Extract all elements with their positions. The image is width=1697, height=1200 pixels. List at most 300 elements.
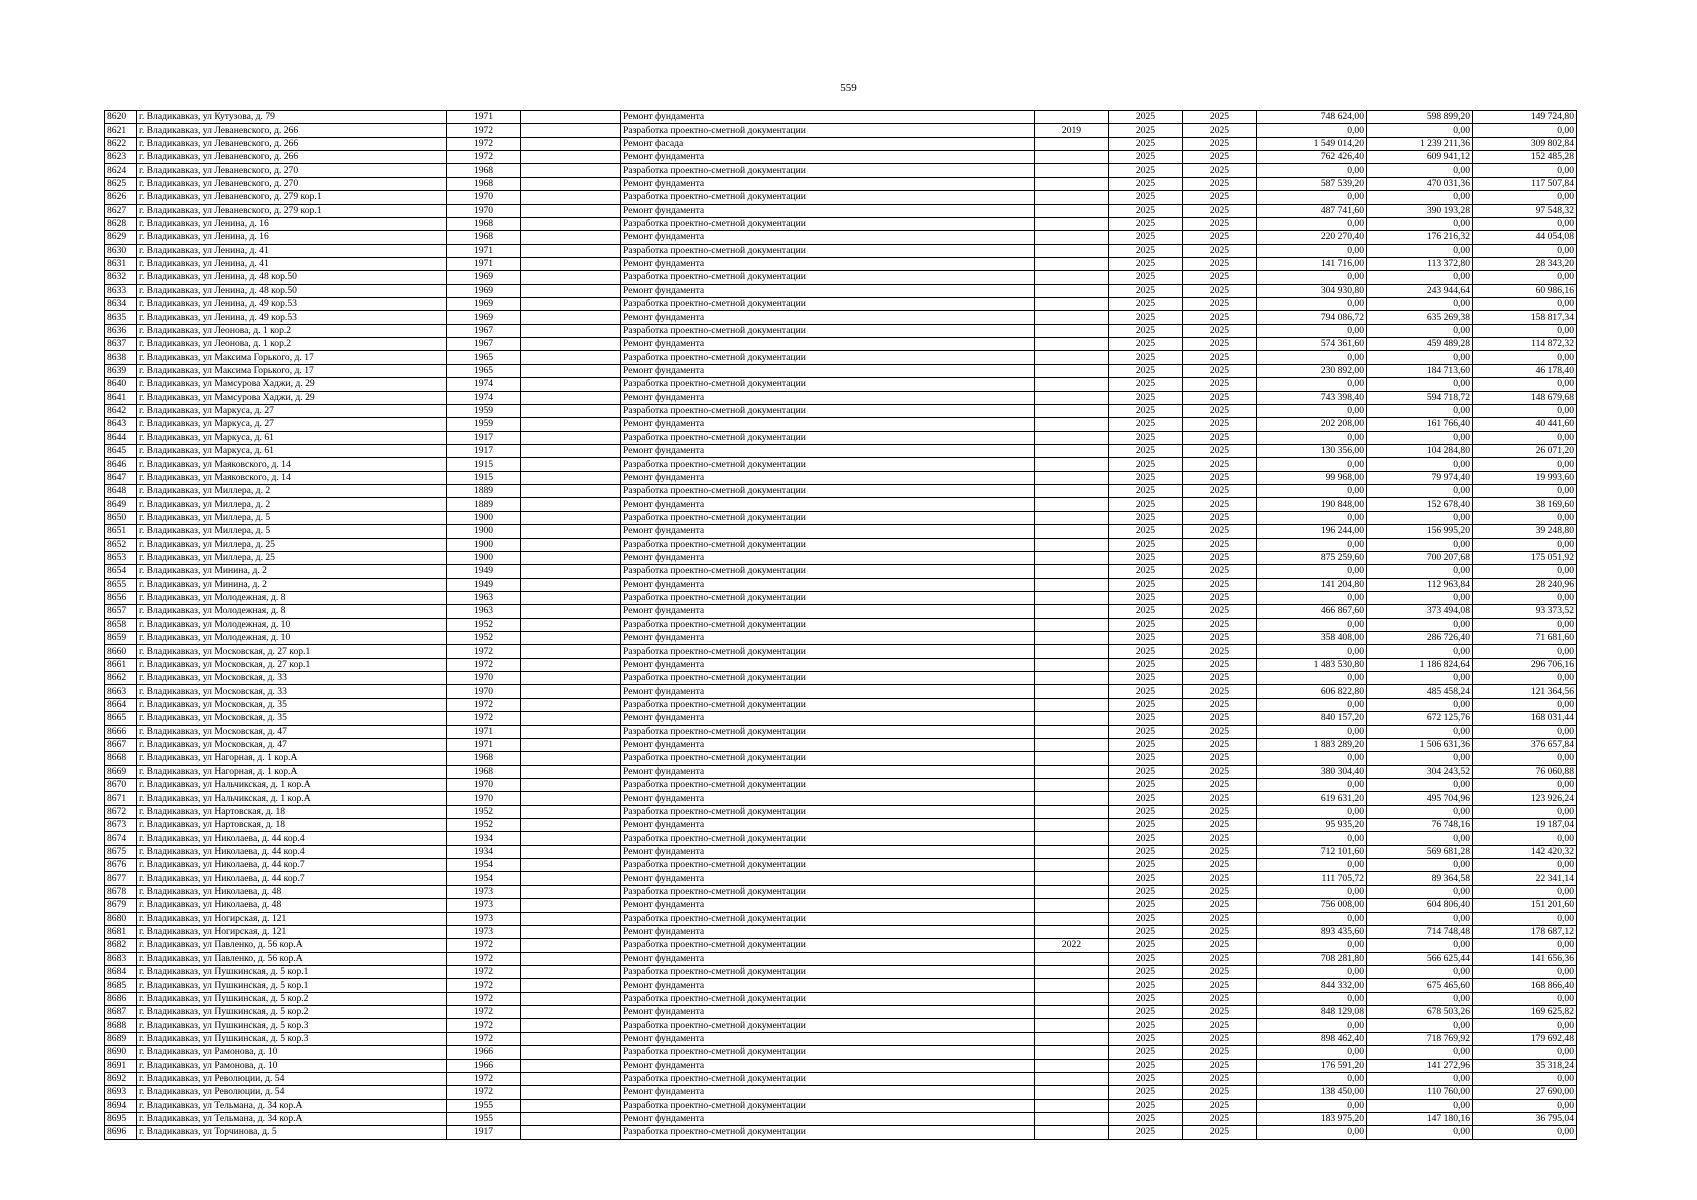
row-number: 8682 (105, 939, 137, 952)
prior-year: 2022 (1035, 939, 1109, 952)
fund-amount: 0,00 (1367, 1046, 1473, 1059)
total-cost: 1 549 014,20 (1257, 137, 1367, 150)
row-number: 8684 (105, 966, 137, 979)
plan-year-end: 2025 (1183, 591, 1257, 604)
plan-year-start: 2025 (1109, 618, 1183, 631)
fund-amount: 0,00 (1367, 966, 1473, 979)
build-year: 1971 (447, 738, 521, 751)
total-cost: 111 705,72 (1257, 872, 1367, 885)
fund-amount: 0,00 (1367, 244, 1473, 257)
total-cost: 0,00 (1257, 124, 1367, 137)
fund-amount: 104 284,80 (1367, 444, 1473, 457)
build-year: 1969 (447, 271, 521, 284)
fund-amount: 0,00 (1367, 404, 1473, 417)
work-type: Ремонт фундамента (621, 444, 1035, 457)
blank-cell (521, 257, 621, 270)
house-address: г. Владикавказ, ул Ленина, д. 49 кор.53 (137, 311, 447, 324)
page-number: 559 (840, 82, 857, 94)
house-address: г. Владикавказ, ул Николаева, д. 44 кор.7 (137, 859, 447, 872)
table-row (105, 605, 1577, 618)
plan-year-start: 2025 (1109, 632, 1183, 645)
total-cost: 466 867,60 (1257, 605, 1367, 618)
build-year: 1972 (447, 1019, 521, 1032)
house-address: г. Владикавказ, ул Маркуса, д. 27 (137, 418, 447, 431)
table-row (105, 966, 1577, 979)
work-type: Разработка проектно-сметной документации (621, 217, 1035, 230)
prior-year (1035, 685, 1109, 698)
table-row (105, 391, 1577, 404)
row-number: 8630 (105, 244, 137, 257)
blank-cell (521, 204, 621, 217)
prior-year (1035, 672, 1109, 685)
house-address: г. Владикавказ, ул Пушкинская, д. 5 кор.3 (137, 1019, 447, 1032)
house-address: г. Владикавказ, ул Маяковского, д. 14 (137, 471, 447, 484)
plan-year-start: 2025 (1109, 151, 1183, 164)
prior-year (1035, 992, 1109, 1005)
build-year: 1952 (447, 632, 521, 645)
owner-amount: 39 248,80 (1473, 525, 1577, 538)
work-type: Ремонт фундамента (621, 712, 1035, 725)
row-number: 8678 (105, 885, 137, 898)
house-address: г. Владикавказ, ул Московская, д. 47 (137, 738, 447, 751)
owner-amount: 76 060,88 (1473, 765, 1577, 778)
table-row (105, 124, 1577, 137)
owner-amount: 0,00 (1473, 538, 1577, 551)
plan-year-end: 2025 (1183, 952, 1257, 965)
plan-year-start: 2025 (1109, 191, 1183, 204)
house-address: г. Владикавказ, ул Пушкинская, д. 5 кор.1 (137, 979, 447, 992)
work-type: Разработка проектно-сметной документации (621, 124, 1035, 137)
blank-cell (521, 618, 621, 631)
row-number: 8692 (105, 1072, 137, 1085)
plan-year-start: 2025 (1109, 765, 1183, 778)
plan-year-start: 2025 (1109, 217, 1183, 230)
plan-year-end: 2025 (1183, 1126, 1257, 1139)
house-address: г. Владикавказ, ул Николаева, д. 44 кор.4 (137, 845, 447, 858)
plan-year-end: 2025 (1183, 658, 1257, 671)
owner-amount: 19 187,04 (1473, 819, 1577, 832)
total-cost: 0,00 (1257, 458, 1367, 471)
blank-cell (521, 832, 621, 845)
prior-year (1035, 311, 1109, 324)
build-year: 1954 (447, 872, 521, 885)
fund-amount: 0,00 (1367, 298, 1473, 311)
house-address: г. Владикавказ, ул Молодежная, д. 8 (137, 591, 447, 604)
row-number: 8673 (105, 819, 137, 832)
fund-amount: 714 748,48 (1367, 925, 1473, 938)
plan-year-end: 2025 (1183, 752, 1257, 765)
total-cost: 141 716,00 (1257, 257, 1367, 270)
blank-cell (521, 364, 621, 377)
owner-amount: 71 681,60 (1473, 632, 1577, 645)
table-row (105, 805, 1577, 818)
house-address: г. Владикавказ, ул Тельмана, д. 34 кор.А (137, 1112, 447, 1125)
build-year: 1968 (447, 765, 521, 778)
plan-year-end: 2025 (1183, 1099, 1257, 1112)
row-number: 8689 (105, 1032, 137, 1045)
total-cost: 0,00 (1257, 378, 1367, 391)
row-number: 8650 (105, 511, 137, 524)
house-address: г. Владикавказ, ул Ленина, д. 41 (137, 257, 447, 270)
prior-year (1035, 271, 1109, 284)
row-number: 8636 (105, 324, 137, 337)
prior-year (1035, 1072, 1109, 1085)
row-number: 8663 (105, 685, 137, 698)
total-cost: 1 483 530,80 (1257, 658, 1367, 671)
blank-cell (521, 244, 621, 257)
work-type: Разработка проектно-сметной документации (621, 271, 1035, 284)
row-number: 8674 (105, 832, 137, 845)
blank-cell (521, 311, 621, 324)
build-year: 1967 (447, 338, 521, 351)
row-number: 8681 (105, 925, 137, 938)
owner-amount: 179 692,48 (1473, 1032, 1577, 1045)
plan-year-start: 2025 (1109, 685, 1183, 698)
owner-amount: 0,00 (1473, 191, 1577, 204)
house-address: г. Владикавказ, ул Миллера, д. 2 (137, 498, 447, 511)
total-cost: 0,00 (1257, 271, 1367, 284)
owner-amount: 28 343,20 (1473, 257, 1577, 270)
plan-year-start: 2025 (1109, 311, 1183, 324)
plan-year-end: 2025 (1183, 725, 1257, 738)
total-cost: 743 398,40 (1257, 391, 1367, 404)
plan-year-end: 2025 (1183, 885, 1257, 898)
row-number: 8666 (105, 725, 137, 738)
table-row (105, 618, 1577, 631)
owner-amount: 35 318,24 (1473, 1059, 1577, 1072)
total-cost: 0,00 (1257, 191, 1367, 204)
table-row (105, 217, 1577, 230)
plan-year-start: 2025 (1109, 431, 1183, 444)
plan-year-start: 2025 (1109, 872, 1183, 885)
house-address: г. Владикавказ, ул Ногирская, д. 121 (137, 925, 447, 938)
table-row (105, 298, 1577, 311)
house-address: г. Владикавказ, ул Павленко, д. 56 кор.А (137, 939, 447, 952)
row-number: 8679 (105, 899, 137, 912)
build-year: 1889 (447, 485, 521, 498)
fund-amount: 604 806,40 (1367, 899, 1473, 912)
fund-amount: 373 494,08 (1367, 605, 1473, 618)
plan-year-end: 2025 (1183, 378, 1257, 391)
build-year: 1972 (447, 124, 521, 137)
house-address: г. Владикавказ, ул Пушкинская, д. 5 кор.2 (137, 1006, 447, 1019)
total-cost: 0,00 (1257, 591, 1367, 604)
row-number: 8647 (105, 471, 137, 484)
plan-year-start: 2025 (1109, 137, 1183, 150)
build-year: 1969 (447, 284, 521, 297)
plan-year-end: 2025 (1183, 431, 1257, 444)
total-cost: 0,00 (1257, 885, 1367, 898)
plan-year-start: 2025 (1109, 257, 1183, 270)
prior-year (1035, 1059, 1109, 1072)
blank-cell (521, 1072, 621, 1085)
build-year: 1955 (447, 1112, 521, 1125)
house-address: г. Владикавказ, ул Мамсурова Хаджи, д. 29 (137, 391, 447, 404)
work-type: Ремонт фундамента (621, 151, 1035, 164)
total-cost: 0,00 (1257, 966, 1367, 979)
plan-year-start: 2025 (1109, 418, 1183, 431)
fund-amount: 635 269,38 (1367, 311, 1473, 324)
plan-year-end: 2025 (1183, 912, 1257, 925)
fund-amount: 0,00 (1367, 538, 1473, 551)
row-number: 8642 (105, 404, 137, 417)
plan-year-end: 2025 (1183, 111, 1257, 124)
plan-year-end: 2025 (1183, 738, 1257, 751)
plan-year-start: 2025 (1109, 712, 1183, 725)
work-type: Ремонт фундамента (621, 471, 1035, 484)
row-number: 8646 (105, 458, 137, 471)
prior-year (1035, 257, 1109, 270)
blank-cell (521, 685, 621, 698)
work-type: Ремонт фундамента (621, 525, 1035, 538)
owner-amount: 22 341,14 (1473, 872, 1577, 885)
prior-year (1035, 925, 1109, 938)
house-address: г. Владикавказ, ул Николаева, д. 48 (137, 899, 447, 912)
plan-year-end: 2025 (1183, 151, 1257, 164)
total-cost: 196 244,00 (1257, 525, 1367, 538)
total-cost: 0,00 (1257, 485, 1367, 498)
build-year: 1917 (447, 1126, 521, 1139)
house-address: г. Владикавказ, ул Нагорная, д. 1 кор.А (137, 752, 447, 765)
plan-year-start: 2025 (1109, 565, 1183, 578)
table-row (105, 992, 1577, 1005)
plan-year-start: 2025 (1109, 391, 1183, 404)
owner-amount: 93 373,52 (1473, 605, 1577, 618)
row-number: 8649 (105, 498, 137, 511)
build-year: 1966 (447, 1059, 521, 1072)
plan-year-end: 2025 (1183, 778, 1257, 791)
total-cost: 141 204,80 (1257, 578, 1367, 591)
total-cost: 1 883 289,20 (1257, 738, 1367, 751)
work-type: Ремонт фасада (621, 137, 1035, 150)
house-address: г. Владикавказ, ул Молодежная, д. 10 (137, 618, 447, 631)
blank-cell (521, 605, 621, 618)
plan-year-start: 2025 (1109, 805, 1183, 818)
work-type: Разработка проектно-сметной документации (621, 992, 1035, 1005)
house-address: г. Владикавказ, ул Леваневского, д. 270 (137, 164, 447, 177)
prior-year (1035, 191, 1109, 204)
fund-amount: 0,00 (1367, 378, 1473, 391)
table-row (105, 525, 1577, 538)
build-year: 1972 (447, 137, 521, 150)
plan-year-end: 2025 (1183, 525, 1257, 538)
row-number: 8696 (105, 1126, 137, 1139)
row-number: 8676 (105, 859, 137, 872)
build-year: 1966 (447, 1046, 521, 1059)
total-cost: 0,00 (1257, 298, 1367, 311)
owner-amount: 0,00 (1473, 271, 1577, 284)
prior-year (1035, 1006, 1109, 1019)
plan-year-start: 2025 (1109, 525, 1183, 538)
house-address: г. Владикавказ, ул Пушкинская, д. 5 кор.1 (137, 966, 447, 979)
plan-year-end: 2025 (1183, 1006, 1257, 1019)
build-year: 1889 (447, 498, 521, 511)
work-type: Ремонт фундамента (621, 231, 1035, 244)
fund-amount: 470 031,36 (1367, 177, 1473, 190)
prior-year (1035, 591, 1109, 604)
row-number: 8652 (105, 538, 137, 551)
fund-amount: 495 704,96 (1367, 792, 1473, 805)
house-address: г. Владикавказ, ул Миллера, д. 25 (137, 538, 447, 551)
house-address: г. Владикавказ, ул Маяковского, д. 14 (137, 458, 447, 471)
work-type: Разработка проектно-сметной документации (621, 752, 1035, 765)
plan-year-end: 2025 (1183, 765, 1257, 778)
owner-amount: 175 051,92 (1473, 551, 1577, 564)
plan-year-start: 2025 (1109, 1032, 1183, 1045)
house-address: г. Владикавказ, ул Молодежная, д. 10 (137, 632, 447, 645)
owner-amount: 309 802,84 (1473, 137, 1577, 150)
row-number: 8648 (105, 485, 137, 498)
prior-year (1035, 164, 1109, 177)
fund-amount: 566 625,44 (1367, 952, 1473, 965)
table-row (105, 778, 1577, 791)
work-type: Разработка проектно-сметной документации (621, 725, 1035, 738)
owner-amount: 0,00 (1473, 1099, 1577, 1112)
plan-year-start: 2025 (1109, 925, 1183, 938)
plan-year-end: 2025 (1183, 845, 1257, 858)
owner-amount: 0,00 (1473, 1046, 1577, 1059)
table-row (105, 591, 1577, 604)
table-row (105, 899, 1577, 912)
plan-year-end: 2025 (1183, 805, 1257, 818)
plan-year-end: 2025 (1183, 1019, 1257, 1032)
owner-amount: 168 866,40 (1473, 979, 1577, 992)
plan-year-start: 2025 (1109, 511, 1183, 524)
fund-amount: 0,00 (1367, 485, 1473, 498)
table-row (105, 565, 1577, 578)
fund-amount: 0,00 (1367, 124, 1473, 137)
prior-year (1035, 458, 1109, 471)
fund-amount: 152 678,40 (1367, 498, 1473, 511)
blank-cell (521, 591, 621, 604)
plan-year-end: 2025 (1183, 872, 1257, 885)
total-cost: 304 930,80 (1257, 284, 1367, 297)
blank-cell (521, 645, 621, 658)
row-number: 8658 (105, 618, 137, 631)
work-type: Ремонт фундамента (621, 845, 1035, 858)
owner-amount: 158 817,34 (1473, 311, 1577, 324)
plan-year-end: 2025 (1183, 859, 1257, 872)
blank-cell (521, 1099, 621, 1112)
build-year: 1968 (447, 231, 521, 244)
total-cost: 0,00 (1257, 1019, 1367, 1032)
blank-cell (521, 1032, 621, 1045)
build-year: 1900 (447, 551, 521, 564)
table-row (105, 725, 1577, 738)
fund-amount: 0,00 (1367, 672, 1473, 685)
plan-year-start: 2025 (1109, 992, 1183, 1005)
total-cost: 712 101,60 (1257, 845, 1367, 858)
plan-year-end: 2025 (1183, 685, 1257, 698)
house-address: г. Владикавказ, ул Леваневского, д. 266 (137, 124, 447, 137)
fund-amount: 0,00 (1367, 565, 1473, 578)
house-address: г. Владикавказ, ул Рамонова, д. 10 (137, 1046, 447, 1059)
table-row (105, 952, 1577, 965)
plan-year-end: 2025 (1183, 1046, 1257, 1059)
owner-amount: 19 993,60 (1473, 471, 1577, 484)
table-row (105, 765, 1577, 778)
plan-year-end: 2025 (1183, 565, 1257, 578)
build-year: 1963 (447, 591, 521, 604)
work-type: Разработка проектно-сметной документации (621, 885, 1035, 898)
owner-amount: 152 485,28 (1473, 151, 1577, 164)
build-year: 1972 (447, 979, 521, 992)
build-year: 1952 (447, 805, 521, 818)
owner-amount: 97 548,32 (1473, 204, 1577, 217)
plan-year-start: 2025 (1109, 899, 1183, 912)
prior-year (1035, 498, 1109, 511)
fund-amount: 700 207,68 (1367, 551, 1473, 564)
owner-amount: 296 706,16 (1473, 658, 1577, 671)
total-cost: 0,00 (1257, 939, 1367, 952)
owner-amount: 27 690,00 (1473, 1086, 1577, 1099)
table-row (105, 859, 1577, 872)
plan-year-end: 2025 (1183, 672, 1257, 685)
table-row (105, 458, 1577, 471)
table-row (105, 658, 1577, 671)
house-address: г. Владикавказ, ул Минина, д. 2 (137, 578, 447, 591)
plan-year-start: 2025 (1109, 538, 1183, 551)
plan-year-start: 2025 (1109, 498, 1183, 511)
row-number: 8680 (105, 912, 137, 925)
plan-year-end: 2025 (1183, 298, 1257, 311)
blank-cell (521, 1019, 621, 1032)
plan-year-end: 2025 (1183, 284, 1257, 297)
plan-year-start: 2025 (1109, 284, 1183, 297)
total-cost: 0,00 (1257, 1126, 1367, 1139)
plan-year-end: 2025 (1183, 231, 1257, 244)
build-year: 1954 (447, 859, 521, 872)
row-number: 8629 (105, 231, 137, 244)
fund-amount: 0,00 (1367, 698, 1473, 711)
row-number: 8685 (105, 979, 137, 992)
fund-amount: 0,00 (1367, 752, 1473, 765)
work-type: Ремонт фундамента (621, 284, 1035, 297)
prior-year (1035, 565, 1109, 578)
fund-amount: 569 681,28 (1367, 845, 1473, 858)
build-year: 1971 (447, 725, 521, 738)
row-number: 8669 (105, 765, 137, 778)
plan-year-start: 2025 (1109, 364, 1183, 377)
row-number: 8625 (105, 177, 137, 190)
prior-year (1035, 738, 1109, 751)
total-cost: 0,00 (1257, 538, 1367, 551)
total-cost: 0,00 (1257, 618, 1367, 631)
prior-year (1035, 792, 1109, 805)
fund-amount: 1 506 631,36 (1367, 738, 1473, 751)
build-year: 1974 (447, 378, 521, 391)
row-number: 8620 (105, 111, 137, 124)
row-number: 8651 (105, 525, 137, 538)
prior-year (1035, 177, 1109, 190)
plan-year-end: 2025 (1183, 899, 1257, 912)
table-row (105, 231, 1577, 244)
prior-year (1035, 1046, 1109, 1059)
build-year: 1970 (447, 672, 521, 685)
blank-cell (521, 525, 621, 538)
total-cost: 587 539,20 (1257, 177, 1367, 190)
prior-year (1035, 404, 1109, 417)
plan-year-end: 2025 (1183, 391, 1257, 404)
build-year: 1970 (447, 685, 521, 698)
fund-amount: 609 941,12 (1367, 151, 1473, 164)
fund-amount: 113 372,80 (1367, 257, 1473, 270)
fund-amount: 0,00 (1367, 217, 1473, 230)
prior-year (1035, 859, 1109, 872)
table-row (105, 444, 1577, 457)
prior-year (1035, 471, 1109, 484)
table-row (105, 672, 1577, 685)
